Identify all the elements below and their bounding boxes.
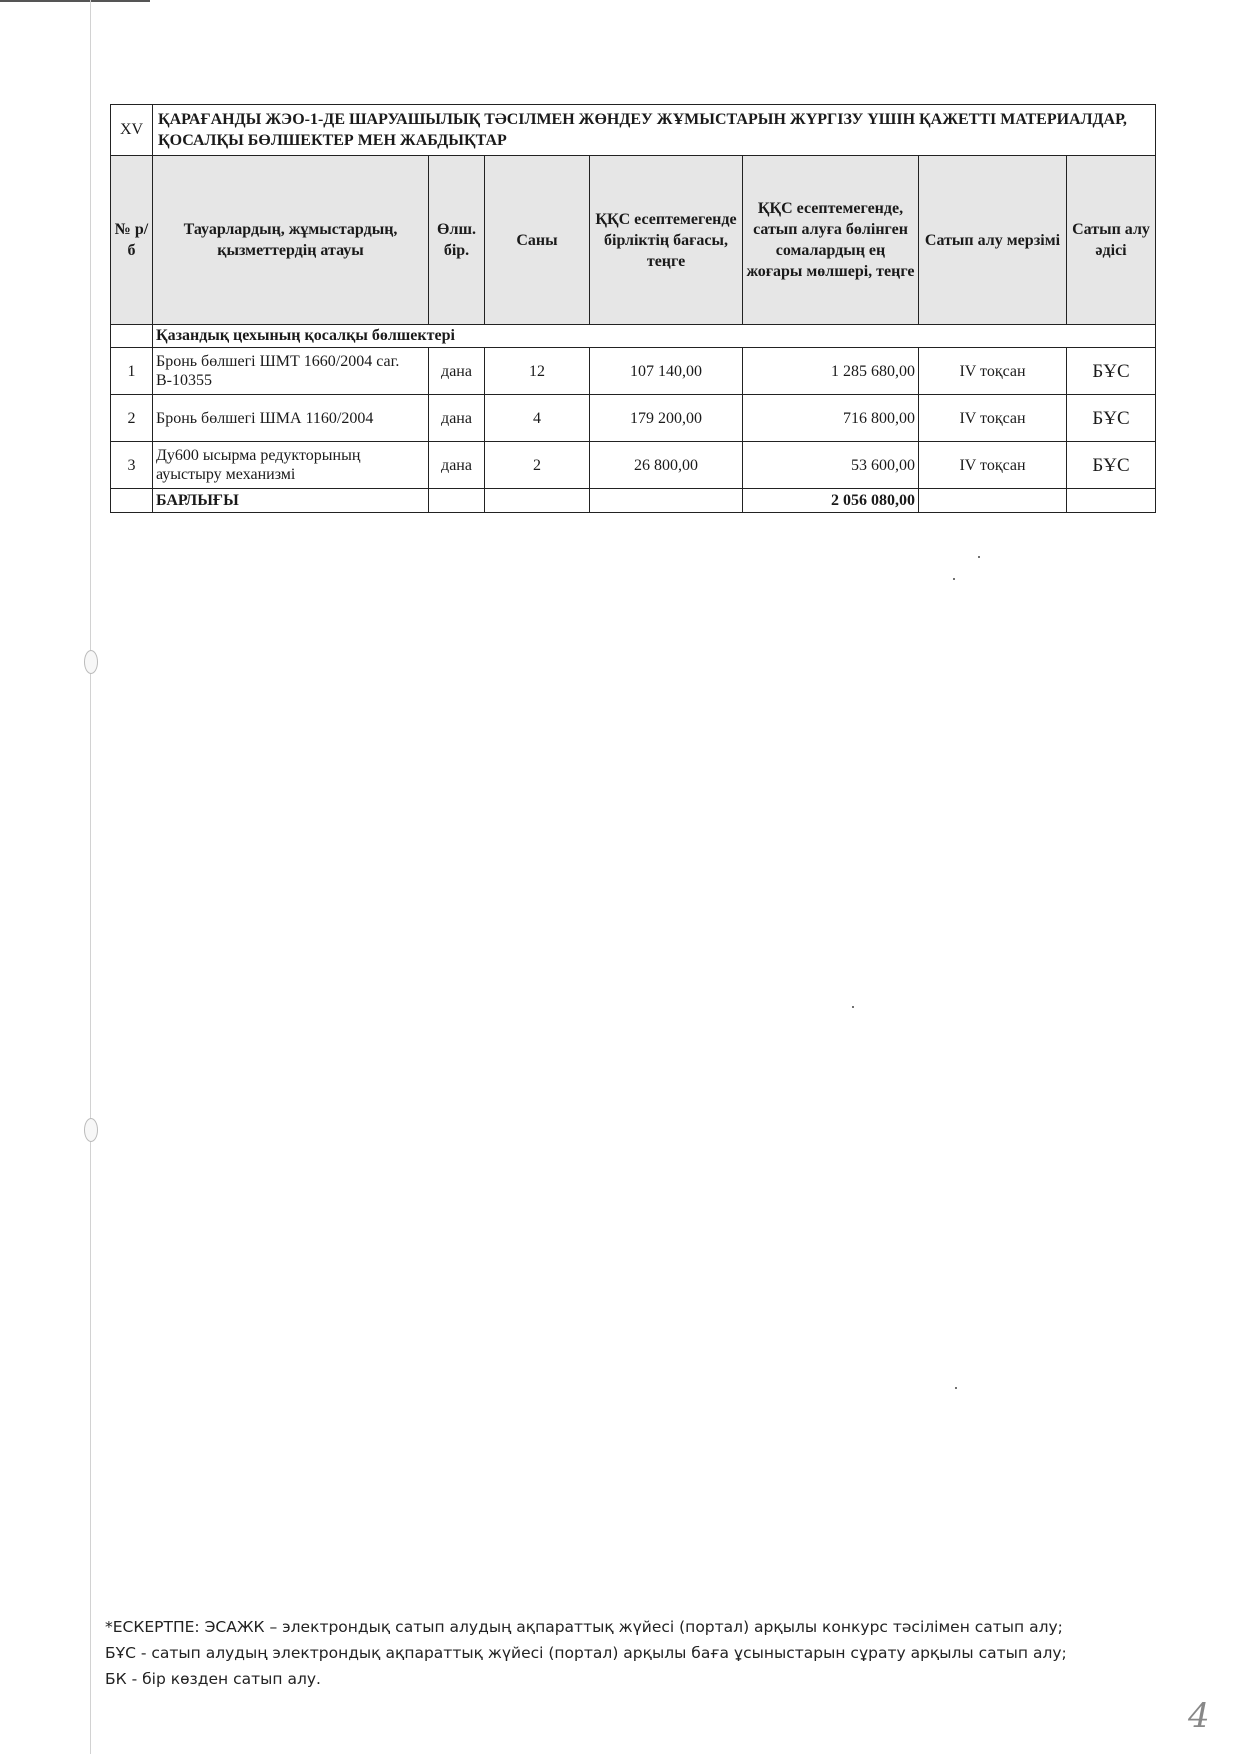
page-left-edge — [90, 0, 91, 1754]
section-label: Қазандық цехының қосалқы бөлшектері — [153, 325, 1156, 348]
punch-hole — [84, 1118, 98, 1142]
footnote-line: БҰС - сатып алудың электрондық ақпараттық жүйесі (портал) арқылы баға ұсыныстарын сұрату арқылы сатып алу; — [105, 1644, 1067, 1662]
table-row — [111, 348, 1156, 395]
col-header-unit: Өлш. бір. — [429, 156, 485, 325]
col-header-unit-price: ҚҚС есептемегенде бірліктің бағасы, теңге — [590, 156, 743, 325]
row-method: БҰС — [1067, 348, 1156, 395]
row-amount: 716 800,00 — [743, 395, 919, 442]
row-qty: 2 — [485, 442, 590, 489]
scan-speck — [955, 1387, 957, 1389]
total-row — [111, 489, 1156, 513]
punch-hole — [84, 650, 98, 674]
footnote-line: БК - бір көзден сатып алу. — [105, 1670, 321, 1688]
row-unit: дана — [429, 348, 485, 395]
section-number: XV — [111, 105, 153, 156]
col-header-method: Сатып алу әдісі — [1067, 156, 1156, 325]
row-num: 3 — [111, 442, 153, 489]
row-amount: 53 600,00 — [743, 442, 919, 489]
total-amount: 2 056 080,00 — [743, 489, 919, 513]
row-num: 1 — [111, 348, 153, 395]
row-unit-price: 107 140,00 — [590, 348, 743, 395]
row-unit-price: 26 800,00 — [590, 442, 743, 489]
row-name: Ду600 ысырма редукторының ауыстыру механизмі — [153, 442, 429, 489]
row-amount: 1 285 680,00 — [743, 348, 919, 395]
col-header-qty: Саны — [485, 156, 590, 325]
col-header-max-amount: ҚҚС есептемегенде, сатып алуға бөлінген сомалардың ең жоғары мөлшері, теңге — [743, 156, 919, 325]
procurement-table — [110, 104, 1156, 513]
row-unit: дана — [429, 395, 485, 442]
header-row — [111, 156, 1156, 325]
row-method: БҰС — [1067, 442, 1156, 489]
row-qty: 12 — [485, 348, 590, 395]
table-title: ҚАРАҒАНДЫ ЖЭО-1-ДЕ ШАРУАШЫЛЫҚ ТӘСІЛМЕН ЖӨНДЕУ ЖҰМЫСТАРЫН ЖҮРГІЗУ ҮШІН ҚАЖЕТТІ МАТЕРИАЛДАР, ҚОСАЛҚЫ БӨЛШЕКТЕР МЕН ЖАБДЫҚТАР — [153, 105, 1156, 156]
row-name: Бронь бөлшегі ШМА 1160/2004 — [153, 395, 429, 442]
total-label: БАРЛЫҒЫ — [153, 489, 429, 513]
footnote-line: *ЕСКЕРТПЕ: ЭСАЖК – электрондық сатып алудың ақпараттық жүйесі (портал) арқылы конкурс тәсілімен сатып алу; — [105, 1618, 1063, 1636]
page-number: 4 — [1188, 1696, 1210, 1736]
scan-speck — [953, 578, 955, 580]
col-header-period: Сатып алу мерзімі — [919, 156, 1067, 325]
scan-speck — [852, 1006, 854, 1008]
row-period: IV тоқсан — [919, 395, 1067, 442]
col-header-name: Тауарлардың, жұмыстардың, қызметтердің атауы — [153, 156, 429, 325]
row-num: 2 — [111, 395, 153, 442]
row-unit-price: 179 200,00 — [590, 395, 743, 442]
table-row — [111, 442, 1156, 489]
section-row — [111, 325, 1156, 348]
row-period: IV тоқсан — [919, 442, 1067, 489]
row-name: Бронь бөлшегі ШМТ 1660/2004 саг. В-10355 — [153, 348, 429, 395]
row-qty: 4 — [485, 395, 590, 442]
row-period: IV тоқсан — [919, 348, 1067, 395]
table-row — [111, 395, 1156, 442]
row-unit: дана — [429, 442, 485, 489]
footnote — [105, 1614, 1215, 1692]
title-row — [111, 105, 1156, 156]
col-header-num: № р/б — [111, 156, 153, 325]
top-edge-rule — [0, 0, 150, 2]
row-method: БҰС — [1067, 395, 1156, 442]
scan-speck — [978, 556, 980, 558]
